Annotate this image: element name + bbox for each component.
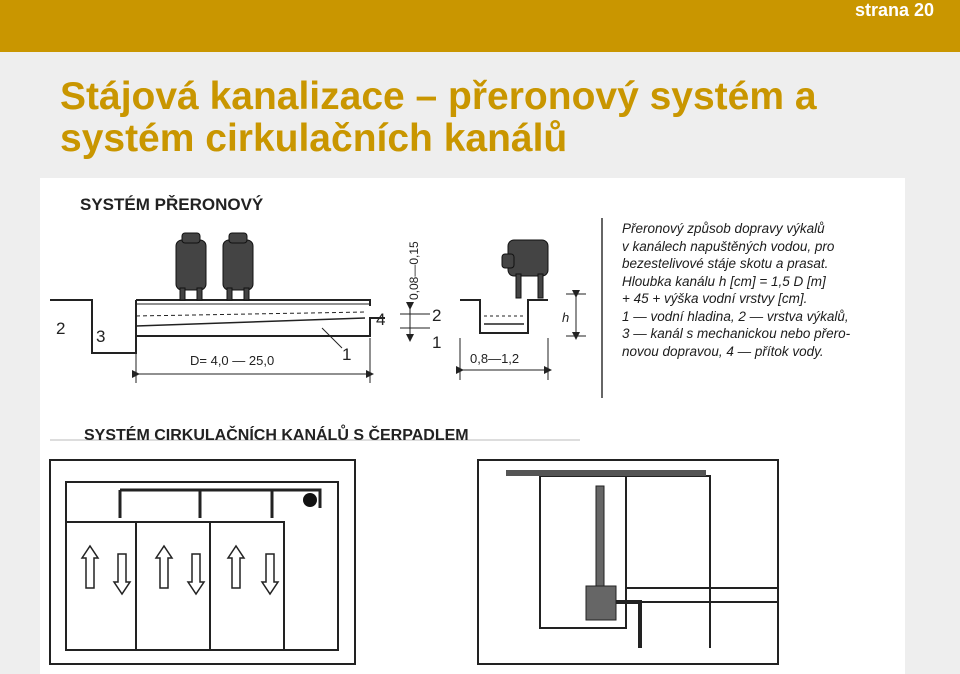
slide-title-line-2: systém cirkulačních kanálů [60,117,568,160]
caption-line: Přeronový způsob dopravy výkalů [622,221,825,236]
flow-arrows [82,546,278,594]
label-1-right: 1 [432,333,442,352]
page-number: strana 20 [854,0,934,20]
caption-line: 1 — vodní hladina, 2 — vrstva výkalů, [622,308,849,324]
dimension-length-label: D= 4,0 — 25,0 [190,353,275,368]
dimension-slope-label: 0,08—0,15 [407,241,421,300]
label-3-left: 3 [96,327,106,346]
figure-caption [622,220,902,360]
slide-title [60,76,940,160]
pump-assembly [586,486,640,648]
header-bar [0,0,960,52]
section-view [478,460,778,664]
cow-right-section [502,240,548,298]
dimension-slope [400,306,430,338]
label-2-left: 2 [56,319,66,338]
caption-line: Hloubka kanálu h [cm] = 1,5 D [m] [622,273,826,289]
caption-line: novou dopravou, 4 — přítok vody. [622,343,824,359]
cow-right [223,233,253,300]
label-1-left: 1 [342,345,352,364]
channel-cross-section-right [460,300,548,333]
pump-icon [303,493,317,507]
caption-line: 3 — kanál s mechanickou nebo přero- [622,326,851,341]
dimension-width-label: 0,8—1,2 [470,351,520,366]
bottom-heading: SYSTÉM CIRKULAČNÍCH KANÁLŮ S ČERPADLEM [84,427,469,444]
caption-line: v kanálech napuštěných vodou, pro [622,238,835,254]
caption-line: bezestelivové stáje skotu a prasat. [622,256,829,271]
cow-left [176,233,206,300]
slide-title-line-1: Stájová kanalizace – přeronový systém a [60,75,817,118]
caption-line: + 45 + výška vodní vrstvy [cm]. [622,291,808,306]
dimension-h-label: h [562,310,570,325]
grate-row [506,470,706,476]
label-2-right: 2 [432,306,442,325]
plan-view [50,460,355,664]
top-heading: SYSTÉM PŘERONOVÝ [80,195,264,214]
label-4: 4 [376,310,386,329]
scanned-figure [40,178,905,674]
